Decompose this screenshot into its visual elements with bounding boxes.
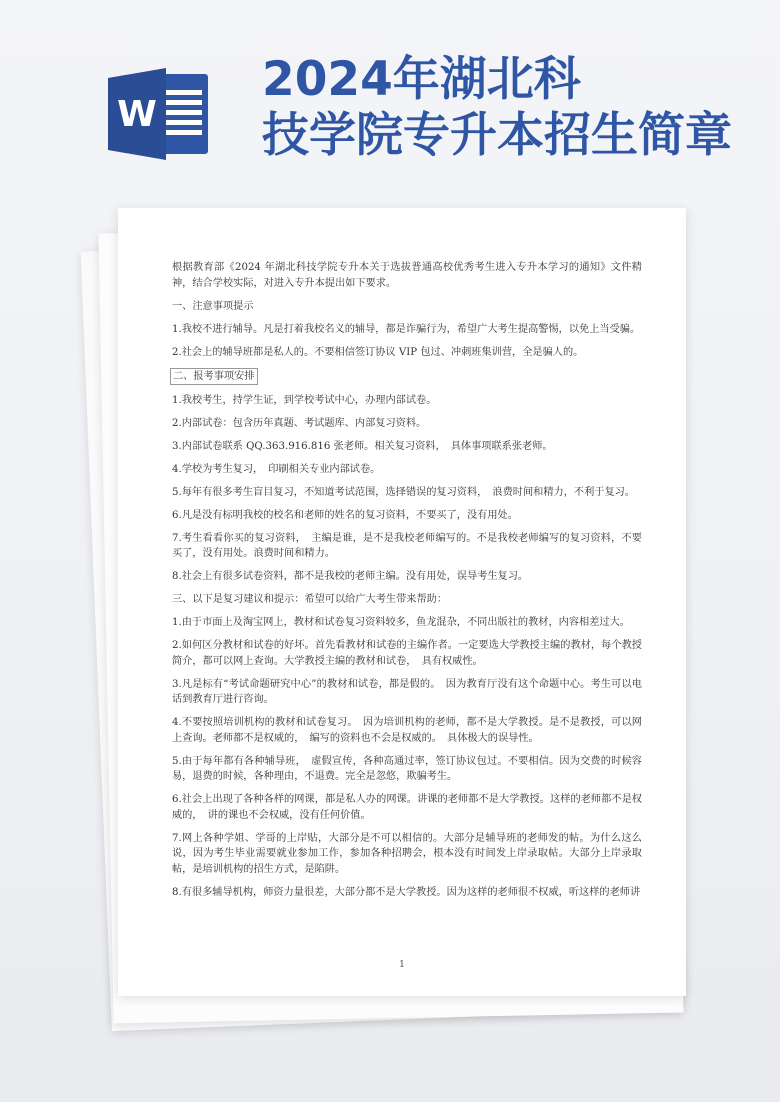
paragraph: 6.凡是没有标明我校的校名和老师的姓名的复习资料，不要买了，没有用处。 xyxy=(172,509,518,521)
paragraph: 1.我校不进行辅导。凡是打着我校名义的辅导，都是诈骗行为，希望广大考生提高警惕，以免上当受骗。 xyxy=(172,323,641,335)
paragraph: 2.内部试卷：包含历年真题、考试题库、内部复习资料。 xyxy=(172,417,427,429)
title-line-2: 技学院专升本招生简章 xyxy=(262,108,732,163)
paragraph: 4.不要按照培训机构的教材和试卷复习。 因为培训机构的老师，都不是大学教授。是不是教授，可以网上查询。老师都不是权威的， 编写的资料也不会是权威的。 具体极大的误导性。 xyxy=(172,717,642,744)
section-heading: 一、注意事项提示 xyxy=(172,300,254,312)
title-line-1: 2024年湖北科 xyxy=(262,52,581,107)
paragraph: 5.每年有很多考生盲目复习，不知道考试范围，选择错误的复习资料， 浪费时间和精力，不利于复习。 xyxy=(172,486,636,498)
paragraph: 根据教育部《2024 年湖北科技学院专升本关于选拔普通高校优秀考生进入专升本学习的通知》文件精神，结合学校实际，对进入专升本提出如下要求。 xyxy=(172,262,642,289)
paragraph: 4.学校为考生复习， 印刷相关专业内部试卷。 xyxy=(172,463,381,475)
paragraph: 1.我校考生，持学生证，到学校考试中心，办理内部试卷。 xyxy=(172,394,437,406)
document-body xyxy=(172,260,642,908)
section-heading-text: 二、报考事项安排 xyxy=(170,368,258,386)
section-heading: 三、以下是复习建议和提示：希望可以给广大考生带来帮助： xyxy=(172,594,448,605)
paragraph: 5.由于每年都有各种辅导班， 虚假宣传，各种高通过率，签订协议包过。不要相信。因为交费的时候容易，退费的时候，各种理由，不退费。完全是忽悠，欺骗考生。 xyxy=(172,755,642,782)
document-page xyxy=(118,208,686,996)
paragraph: 7.考生看看你买的复习资料， 主编是谁，是不是我校老师编写的。不是我校老师编写的复习资料，不要买了，没有用处。浪费时间和精力。 xyxy=(172,532,642,559)
paragraph: 3.内部试卷联系 QQ.363.916.816 张老师。相关复习资料， 具体事项联系张老师。 xyxy=(172,440,553,452)
page-title xyxy=(262,52,772,164)
paragraph: 3.凡是标有“考试命题研究中心”的教材和试卷，都是假的。 因为教育厅没有这个命题中心。考生可以电话到教育厅进行咨询。 xyxy=(172,678,642,705)
word-document-icon xyxy=(108,68,212,160)
paragraph: 8.有很多辅导机构，师资力量很差，大部分都不是大学教授。因为这样的老师很不权威，听这样的老师讲 xyxy=(172,886,641,898)
paragraph: 8.社会上有很多试卷资料，都不是我校的老师主编。没有用处，误导考生复习。 xyxy=(172,571,529,582)
paragraph: 6.社会上出现了各种各样的网课，都是私人办的网课。讲课的老师都不是大学教授。这样的老师都不是权威的， 讲的课也不会权威，没有任何价值。 xyxy=(172,794,642,821)
paragraph: 1.由于市面上及淘宝网上，教材和试卷复习资料较多，鱼龙混杂，不同出版社的教材，内容相差过大。 xyxy=(172,617,630,628)
paragraph: 2.社会上的辅导班都是私人的。不要相信签订协议 VIP 包过、冲刺班集训营，全是骗人的。 xyxy=(172,346,584,358)
paragraph: 2.如何区分教材和试卷的好坏。首先看教材和试卷的主编作者。一定要选大学教授主编的教材，每个教授简介，都可以网上查询。大学教授主编的教材和试卷， 具有权威性。 xyxy=(172,640,642,667)
svg-text:W: W xyxy=(117,94,157,135)
paragraph: 7.网上各种学姐、学哥的上岸贴，大部分是不可以相信的。大部分是辅导班的老师发的帖。为什么这么说，因为考生毕业需要就业参加工作，参加各种招聘会，根本没有时间发上岸录取帖。大部分上岸录取帖，是培训机构的招生方式，是陷阱。 xyxy=(172,832,642,875)
page-number: 1 xyxy=(399,960,405,970)
section-heading xyxy=(172,368,642,386)
